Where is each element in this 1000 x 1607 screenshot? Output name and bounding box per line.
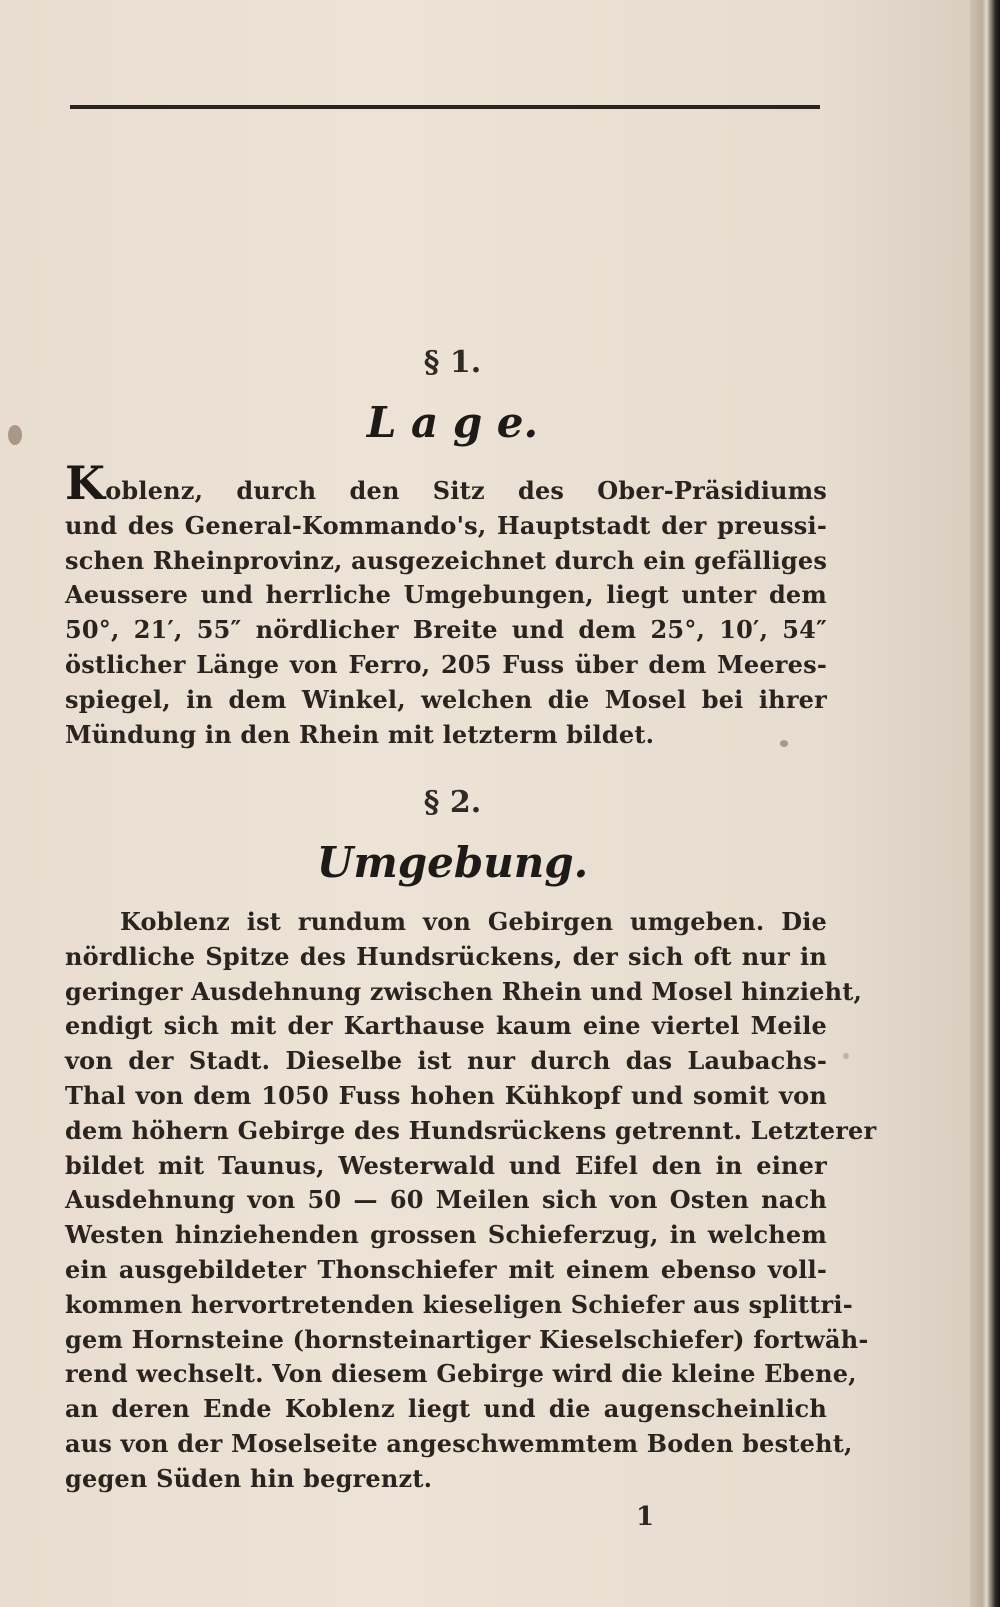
paragraph-line: Westen hinziehenden grossen Schieferzug, in welchem xyxy=(65,1220,827,1250)
paragraph-line: und des General-Kommando's, Hauptstadt der preussi- xyxy=(65,510,827,540)
paragraph-line: gem Hornsteine (hornsteinartiger Kieselschiefer) fortwäh- xyxy=(65,1324,869,1354)
paragraph-line: Mündung in den Rhein mit letzterm bildet. xyxy=(65,719,655,749)
section-2-mark: § 2. xyxy=(423,785,482,820)
paragraph-line: Koblenz, durch den Sitz des Ober-Präsidiums xyxy=(65,456,827,510)
paragraph-line: geringer Ausdehnung zwischen Rhein und Mosel hinzieht, xyxy=(65,976,863,1006)
paragraph-line: an deren Ende Koblenz liegt und die augenscheinlich xyxy=(65,1394,827,1424)
section-2-paragraph xyxy=(65,905,877,1497)
book-gutter xyxy=(970,0,1000,1607)
section-1-paragraph xyxy=(65,456,828,752)
dropcap-letter: K xyxy=(65,456,106,510)
paragraph-line: aus von der Moselseite angeschwemmtem Boden besteht, xyxy=(65,1428,853,1458)
paragraph-line: östlicher Länge von Ferro, 205 Fuss über dem Meeres- xyxy=(65,649,827,679)
paragraph-line: nördliche Spitze des Hundsrückens, der sich oft nur in xyxy=(65,941,827,971)
page-number: 1 xyxy=(636,1502,655,1532)
header-rule xyxy=(70,105,820,109)
section-1-mark: § 1. xyxy=(423,345,482,380)
paragraph-line: dem höhern Gebirge des Hundsrückens getrennt. Letzterer xyxy=(65,1115,877,1145)
paragraph-line: gegen Süden hin begrenzt. xyxy=(65,1463,433,1493)
paragraph-line: von der Stadt. Dieselbe ist nur durch das Laubachs- xyxy=(65,1046,827,1076)
ink-stain xyxy=(843,1053,849,1059)
paragraph-line: Ausdehnung von 50 — 60 Meilen sich von Osten nach xyxy=(65,1185,827,1215)
paragraph-line: ein ausgebildeter Thonschiefer mit einem ebenso voll- xyxy=(65,1254,827,1284)
section-2-heading: Umgebung. xyxy=(316,838,589,887)
paragraph-line: kommen hervortretenden kieseligen Schiefer aus splittri- xyxy=(65,1289,853,1319)
paragraph-line: Koblenz ist rundum von Gebirgen umgeben. Die xyxy=(120,907,827,936)
paragraph-line: 50°, 21′, 55″ nördlicher Breite und dem 25°, 10′, 54″ xyxy=(65,615,827,645)
paragraph-line: rend wechselt. Von diesem Gebirge wird die kleine Ebene, xyxy=(65,1359,857,1389)
paragraph-line: endigt sich mit der Karthause kaum eine viertel Meile xyxy=(65,1011,827,1041)
section-1-heading: L a g e. xyxy=(366,398,539,447)
paragraph-line: Aeussere und herrliche Umgebungen, liegt unter dem xyxy=(65,580,827,610)
ink-stain xyxy=(780,740,788,747)
paragraph-line: Thal von dem 1050 Fuss hohen Kühkopf und somit von xyxy=(65,1080,827,1110)
paragraph-line: bildet mit Taunus, Westerwald und Eifel den in einer xyxy=(65,1150,827,1180)
paragraph-line: schen Rheinprovinz, ausgezeichnet durch ein gefälliges xyxy=(65,545,828,575)
paragraph-line: spiegel, in dem Winkel, welchen die Mosel bei ihrer xyxy=(65,684,827,714)
ink-stain xyxy=(8,425,22,445)
